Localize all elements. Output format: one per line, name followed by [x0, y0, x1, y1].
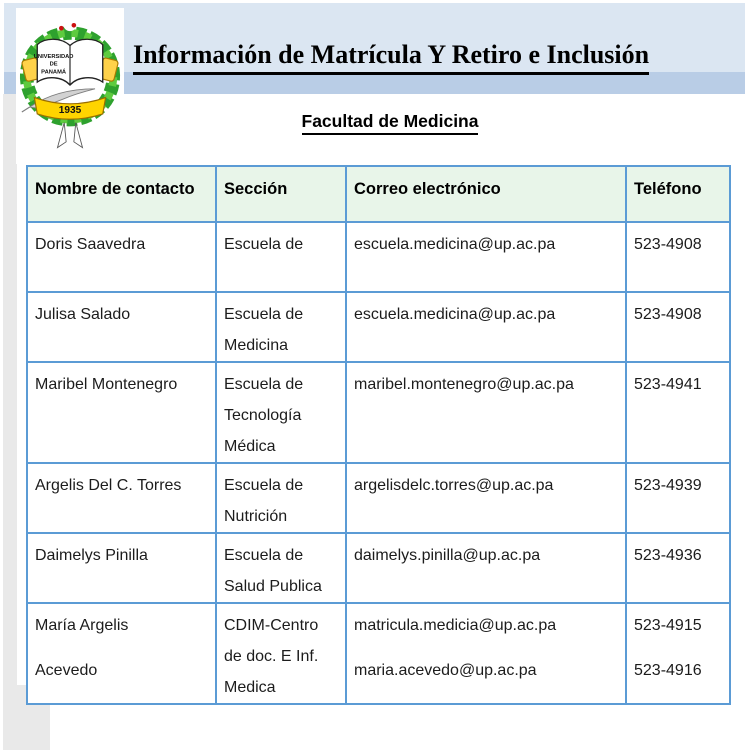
- section-line: Escuela de: [224, 236, 304, 253]
- section-line: Tecnología: [224, 407, 302, 424]
- email-address: daimelys.pinilla@up.ac.pa: [354, 547, 541, 564]
- cell-section: [216, 362, 346, 463]
- cell-email: [346, 292, 626, 362]
- cell-email: [346, 603, 626, 704]
- column-header-nombre: Nombre de contacto: [27, 166, 216, 222]
- section-line: Escuela de: [224, 376, 304, 393]
- left-margin-strip: [3, 94, 17, 685]
- cell-name: [27, 463, 216, 533]
- cell-email: [346, 222, 626, 292]
- phone-number: 523-4936: [634, 547, 702, 564]
- phone-number: 523-4908: [634, 306, 702, 323]
- section-title-row: [30, 111, 750, 135]
- university-logo: [18, 10, 122, 160]
- cell-phone: [626, 463, 730, 533]
- cell-section: [216, 603, 346, 704]
- cell-phone: [626, 292, 730, 362]
- cell-name: [27, 292, 216, 362]
- email-address: maribel.montenegro@up.ac.pa: [354, 376, 574, 393]
- page-title: Información de Matrícula Y Retiro e Inclusión: [133, 40, 649, 75]
- table-row: [27, 362, 730, 463]
- column-header-correo: Correo electrónico: [346, 166, 626, 222]
- email-address: escuela.medicina@up.ac.pa: [354, 236, 556, 253]
- contact-name: Acevedo: [35, 662, 98, 679]
- table-row: [27, 222, 730, 292]
- section-line: Salud Publica: [224, 578, 322, 595]
- table-row: [27, 533, 730, 603]
- section-line: Escuela de: [224, 547, 304, 564]
- cell-section: [216, 222, 346, 292]
- email-address: escuela.medicina@up.ac.pa: [354, 306, 556, 323]
- contact-name: María Argelis: [35, 617, 129, 634]
- berry-icon: [59, 26, 64, 31]
- logo-text-panama: PANAMÁ: [41, 69, 67, 76]
- phone-number: 523-4916: [634, 662, 702, 679]
- section-line: Medicina: [224, 337, 289, 354]
- phone-number: 523-4915: [634, 617, 702, 634]
- logo-year: 1935: [58, 104, 82, 116]
- cell-section: [216, 292, 346, 362]
- cell-phone: [626, 533, 730, 603]
- table-row: [27, 463, 730, 533]
- contact-name: Daimelys Pinilla: [35, 547, 148, 564]
- contacts-table: [26, 165, 731, 705]
- email-address: argelisdelc.torres@up.ac.pa: [354, 477, 554, 494]
- logo-text-de: DE: [49, 61, 58, 68]
- berry-icon: [72, 23, 77, 28]
- book-icon: [37, 39, 102, 85]
- contact-name: Argelis Del C. Torres: [35, 477, 182, 494]
- phone-number: 523-4939: [634, 477, 702, 494]
- contact-name: Julisa Salado: [35, 306, 131, 323]
- email-address: maria.acevedo@up.ac.pa: [354, 662, 537, 679]
- contact-name: Maribel Montenegro: [35, 376, 178, 393]
- cell-name: [27, 362, 216, 463]
- cell-email: [346, 533, 626, 603]
- cell-section: [216, 463, 346, 533]
- cell-section: [216, 533, 346, 603]
- section-line: Médica: [224, 438, 276, 455]
- cell-phone: [626, 222, 730, 292]
- cell-name: [27, 533, 216, 603]
- table-row: [27, 292, 730, 362]
- section-title: Facultad de Medicina: [302, 111, 479, 135]
- logo-text-universidad: UNIVERSIDAD: [33, 54, 74, 61]
- section-line: Escuela de: [224, 477, 304, 494]
- email-address: matricula.medicia@up.ac.pa: [354, 617, 557, 634]
- section-line: Medica: [224, 679, 276, 696]
- section-line: de doc. E Inf.: [224, 648, 319, 665]
- cell-name: [27, 222, 216, 292]
- cell-email: [346, 362, 626, 463]
- phone-number: 523-4941: [634, 376, 702, 393]
- column-header-seccion: Sección: [216, 166, 346, 222]
- table-row: [27, 603, 730, 704]
- cell-name: [27, 603, 216, 704]
- logo-background: [16, 8, 124, 164]
- cell-email: [346, 463, 626, 533]
- cell-phone: [626, 362, 730, 463]
- section-line: Nutrición: [224, 508, 288, 525]
- section-line: CDIM-Centro: [224, 617, 319, 634]
- contact-name: Doris Saavedra: [35, 236, 146, 253]
- phone-number: 523-4908: [634, 236, 702, 253]
- column-header-telefono: Teléfono: [626, 166, 730, 222]
- section-line: Escuela de: [224, 306, 304, 323]
- cell-phone: [626, 603, 730, 704]
- table-header-row: [27, 166, 730, 222]
